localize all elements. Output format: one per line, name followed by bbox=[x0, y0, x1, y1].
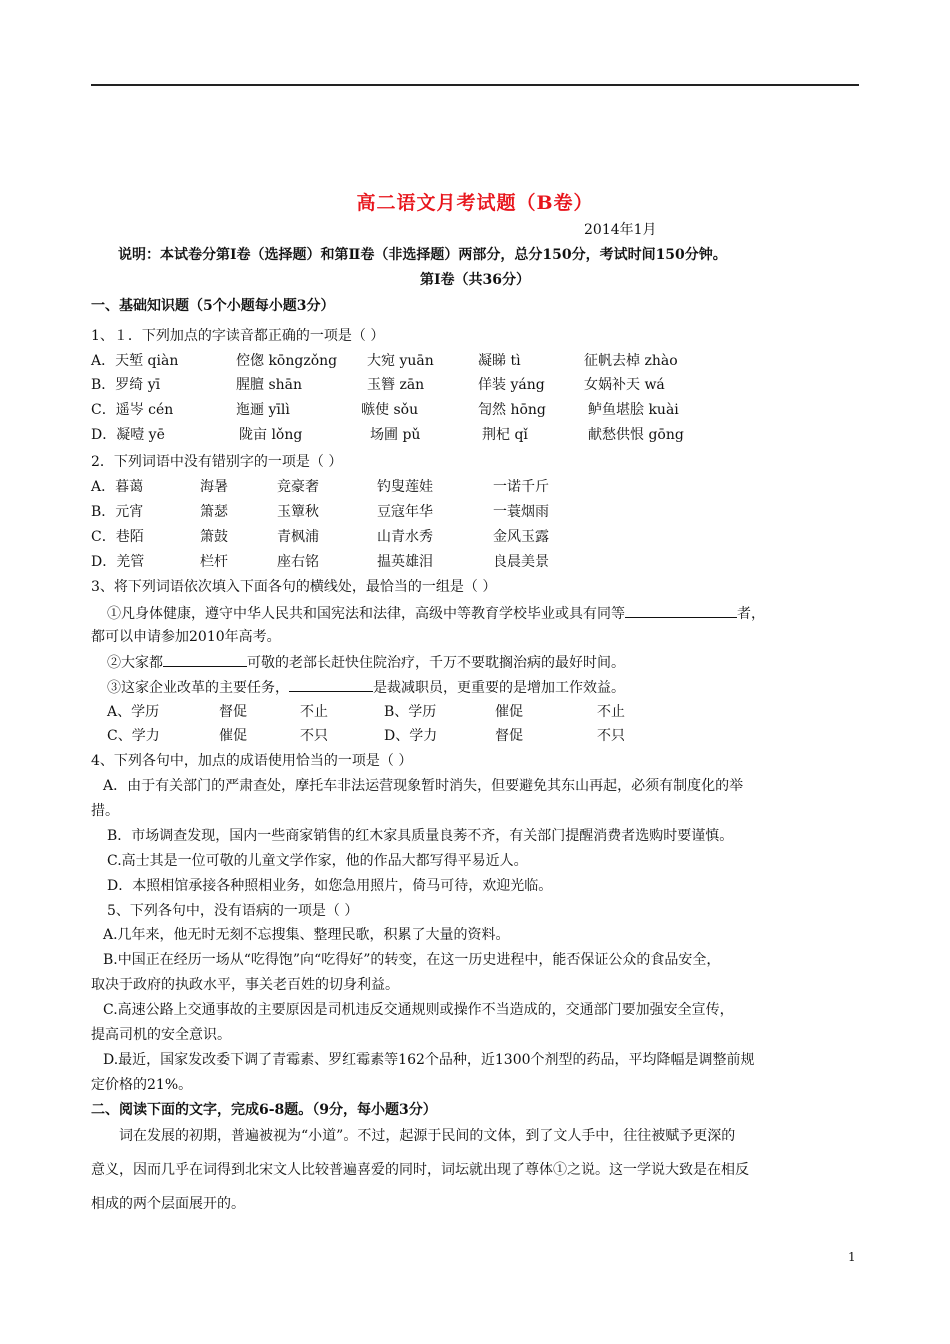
section-one-heading: 一、基础知识题（5个小题每小题3分） bbox=[91, 298, 335, 314]
cell: 金风玉露 bbox=[493, 529, 549, 545]
cell: 督促 bbox=[219, 704, 247, 720]
cell: 鲈鱼堪脍 kuài bbox=[588, 402, 679, 418]
instructions: 说明：本试卷分第Ⅰ卷（选择题）和第Ⅱ卷（非选择题）两部分，总分150分，考试时间150分钟。 bbox=[118, 247, 727, 263]
q4-option-a: A．由于有关部门的严肃查处，摩托车非法运营现象暂时消失，但要避免其东山再起，必须有制度化的举 bbox=[103, 778, 744, 794]
cell: 揾英雄泪 bbox=[377, 554, 433, 570]
cell: 一诺千斤 bbox=[493, 479, 549, 495]
q2-option-d bbox=[91, 552, 859, 572]
cell: D．羌管 bbox=[91, 554, 145, 570]
q5-option-a: A.几年来，他无时无刻不忘搜集、整理民歌，积累了大量的资料。 bbox=[103, 927, 510, 943]
volume-one-heading: 第Ⅰ卷（共36分） bbox=[419, 272, 531, 288]
q5-option-c-cont: 提高司机的安全意识。 bbox=[91, 1027, 231, 1043]
q3-options-ab bbox=[107, 702, 807, 722]
cell: B．元宵 bbox=[91, 504, 144, 520]
blank-2 bbox=[163, 652, 247, 667]
cell: C．巷陌 bbox=[91, 529, 144, 545]
cell: D、学力 bbox=[384, 728, 438, 744]
q3-sentence-3 bbox=[107, 677, 625, 698]
passage-line-1: 词在发展的初期，普遍被视为“小道”。不过，起源于民间的文体，到了文人手中，往往被赋予更深的 bbox=[119, 1128, 736, 1144]
passage-line-2: 意义，因而几乎在词得到北宋文人比较普遍喜爱的同时，词坛就出现了尊体①之说。这一学说大致是在相反 bbox=[91, 1162, 749, 1178]
cell: 催促 bbox=[495, 704, 523, 720]
cell: 良晨美景 bbox=[493, 554, 549, 570]
q3-sentence-2 bbox=[107, 652, 625, 673]
cell: 青枫浦 bbox=[277, 529, 319, 545]
cell: A、学历 bbox=[107, 704, 160, 720]
cell: 女娲补天 wá bbox=[584, 377, 665, 393]
q1-option-c bbox=[91, 400, 859, 420]
cell: B、学历 bbox=[384, 704, 437, 720]
cell: 场圃 pǔ bbox=[370, 427, 421, 443]
cell: 佯装 yáng bbox=[478, 377, 545, 393]
q3-sentence-1-cont: 都可以申请参加2010年高考。 bbox=[91, 629, 281, 645]
blank-1 bbox=[625, 603, 737, 618]
cell: 栏杆 bbox=[200, 554, 228, 570]
header-rule bbox=[91, 84, 859, 86]
q2-option-a bbox=[91, 477, 859, 497]
cell: 催促 bbox=[219, 728, 247, 744]
q1-stem: 1、１．下列加点的字读音都正确的一项是（ ） bbox=[91, 328, 385, 344]
q4-option-a-cont: 措。 bbox=[91, 803, 119, 819]
cell: 海暑 bbox=[200, 479, 228, 495]
text: ①凡身体健康，遵守中华人民共和国宪法和法律，高级中等教育学校毕业或具有同等 bbox=[107, 606, 625, 622]
cell: 豆寇年华 bbox=[377, 504, 433, 520]
cell: 竞豪奢 bbox=[277, 479, 319, 495]
cell: B．罗绮 yī bbox=[91, 377, 161, 393]
passage-line-3: 相成的两个层面展开的。 bbox=[91, 1196, 245, 1212]
q4-stem: 4、下列各句中，加点的成语使用恰当的一项是（ ） bbox=[91, 753, 413, 769]
cell: A．天堑 qiàn bbox=[91, 353, 179, 369]
cell: C．遥岑 cén bbox=[91, 402, 174, 418]
cell: 座右铭 bbox=[277, 554, 319, 570]
cell: 不止 bbox=[597, 704, 625, 720]
cell: D．凝噎 yē bbox=[91, 427, 165, 443]
q5-option-d-cont: 定价格的21%。 bbox=[91, 1077, 193, 1093]
q2-option-c bbox=[91, 527, 859, 547]
cell: 献愁供恨 gōng bbox=[588, 427, 684, 443]
q1-option-d bbox=[91, 425, 859, 445]
exam-date: 2014年1月 bbox=[584, 222, 657, 238]
q5-option-c: C.高速公路上交通事故的主要原因是司机违反交通规则或操作不当造成的，交通部门要加强安全宣传， bbox=[103, 1002, 734, 1018]
blank-3 bbox=[289, 677, 373, 692]
q1-option-b bbox=[91, 375, 859, 395]
text: 是裁减职员，更重要的是增加工作效益。 bbox=[373, 680, 625, 696]
cell: 陇亩 lǒng bbox=[239, 427, 303, 443]
cell: 箫鼓 bbox=[200, 529, 228, 545]
q3-stem: 3、将下列词语依次填入下面各句的横线处，最恰当的一组是（ ） bbox=[91, 579, 497, 595]
cell: 嗾使 sǒu bbox=[361, 402, 419, 418]
cell: 不只 bbox=[300, 728, 328, 744]
q1-option-a bbox=[91, 351, 859, 371]
q3-sentence-1 bbox=[107, 603, 765, 624]
cell: 凝睇 tì bbox=[478, 353, 521, 369]
page-title: 高二语文月考试题（B卷） bbox=[356, 192, 594, 214]
q3-options-cd bbox=[107, 726, 807, 746]
text: ②大家都 bbox=[107, 655, 163, 671]
cell: 訇然 hōng bbox=[478, 402, 546, 418]
cell: 不只 bbox=[597, 728, 625, 744]
q4-option-b: B．市场调查发现，国内一些商家销售的红木家具质量良莠不齐，有关部门提醒消费者选购时要谨慎。 bbox=[107, 828, 734, 844]
q4-option-d: D．本照相馆承接各种照相业务，如您急用照片，倚马可待，欢迎光临。 bbox=[107, 878, 553, 894]
q4-option-c: C.高士其是一位可敬的儿童文学作家，他的作品大都写得平易近人。 bbox=[107, 853, 528, 869]
text: ③这家企业改革的主要任务， bbox=[107, 680, 289, 696]
cell: 山青水秀 bbox=[377, 529, 433, 545]
page-number: 1 bbox=[848, 1250, 856, 1264]
q2-stem: 2．下列词语中没有错别字的一项是（ ） bbox=[91, 454, 343, 470]
cell: 征帆去棹 zhào bbox=[584, 353, 678, 369]
cell: 荆杞 qǐ bbox=[482, 427, 528, 443]
cell: 大宛 yuān bbox=[367, 353, 434, 369]
cell: 玉簟秋 bbox=[277, 504, 319, 520]
q5-option-b-cont: 取决于政府的执政水平，事关老百姓的切身利益。 bbox=[91, 977, 399, 993]
q5-stem: 5、下列各句中，没有语病的一项是（ ） bbox=[107, 903, 359, 919]
text: 可敬的老部长赶快住院治疗，千万不要耽搁治病的最好时间。 bbox=[247, 655, 625, 671]
cell: 一蓑烟雨 bbox=[493, 504, 549, 520]
cell: 倥偬 kōngzǒng bbox=[236, 353, 338, 369]
text: 者， bbox=[737, 606, 765, 622]
cell: A．暮蔼 bbox=[91, 479, 144, 495]
q2-option-b bbox=[91, 502, 859, 522]
cell: 不止 bbox=[300, 704, 328, 720]
cell: 腥膻 shān bbox=[236, 377, 303, 393]
cell: 迤逦 yīlì bbox=[236, 402, 290, 418]
cell: C、学力 bbox=[107, 728, 160, 744]
cell: 督促 bbox=[495, 728, 523, 744]
cell: 钓叟莲娃 bbox=[377, 479, 433, 495]
cell: 玉簪 zān bbox=[367, 377, 425, 393]
q5-option-b: B.中国正在经历一场从“吃得饱”向“吃得好”的转变，在这一历史进程中，能否保证公众的食品安全， bbox=[103, 952, 721, 968]
q5-option-d: D.最近，国家发改委下调了青霉素、罗红霉素等162个品种，近1300个剂型的药品，平均降幅是调整前规 bbox=[103, 1052, 755, 1068]
section-two-heading: 二、阅读下面的文字，完成6-8题。（9分，每小题3分） bbox=[91, 1102, 437, 1118]
cell: 箫瑟 bbox=[200, 504, 228, 520]
